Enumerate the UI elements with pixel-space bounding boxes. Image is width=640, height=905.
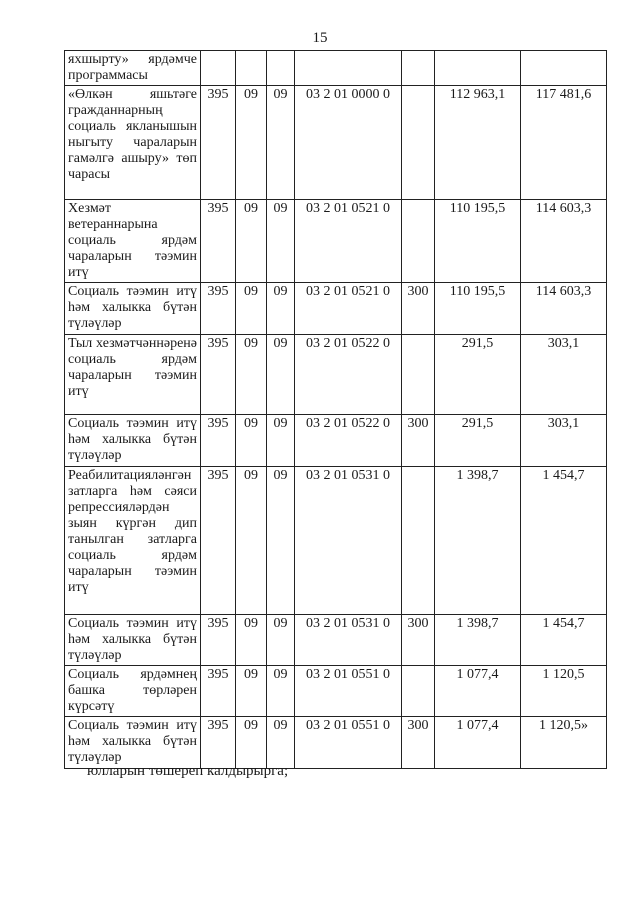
cell-ministry: 395 [201, 717, 236, 769]
cell-amount-year2: 1 454,7 [521, 615, 607, 666]
cell-amount-year2: 1 120,5» [521, 717, 607, 769]
cell-target-article: 03 2 01 0521 0 [295, 283, 402, 335]
cell-section: 09 [236, 467, 267, 615]
cell-target-article: 03 2 01 0522 0 [295, 335, 402, 415]
cell-expense-type: 300 [402, 415, 435, 467]
cell-amount-year1: 112 963,1 [435, 86, 521, 200]
cell-subsection: 09 [267, 86, 295, 200]
cell-expense-type [402, 86, 435, 200]
row-name: Социаль ярдәмнең башка төрләрен күрсәтү [65, 666, 201, 717]
table-row [65, 615, 607, 666]
row-name: Социаль тәэмин итү һәм халыкка бүтән түләүләр [65, 717, 201, 769]
cell-expense-type [402, 200, 435, 283]
cell-target-article: 03 2 01 0000 0 [295, 86, 402, 200]
cell-expense-type: 300 [402, 717, 435, 769]
cell-subsection: 09 [267, 666, 295, 717]
cell-expense-type [402, 666, 435, 717]
cell-amount-year1: 1 077,4 [435, 717, 521, 769]
cell-subsection: 09 [267, 200, 295, 283]
cell-section [236, 51, 267, 86]
cell-amount-year2: 114 603,3 [521, 200, 607, 283]
cell-subsection: 09 [267, 615, 295, 666]
cell-ministry: 395 [201, 335, 236, 415]
cell-ministry: 395 [201, 283, 236, 335]
cell-target-article: 03 2 01 0551 0 [295, 666, 402, 717]
cell-amount-year1: 1 398,7 [435, 615, 521, 666]
cell-ministry: 395 [201, 467, 236, 615]
cell-amount-year2: 117 481,6 [521, 86, 607, 200]
cell-amount-year2: 1 454,7 [521, 467, 607, 615]
cell-expense-type [402, 467, 435, 615]
cell-ministry: 395 [201, 86, 236, 200]
table-row [65, 666, 607, 717]
cell-subsection: 09 [267, 717, 295, 769]
cell-expense-type [402, 335, 435, 415]
cell-amount-year1: 1 077,4 [435, 666, 521, 717]
cell-amount-year1: 291,5 [435, 335, 521, 415]
row-name: Социаль тәэмин итү һәм халыкка бүтән түләүләр [65, 415, 201, 467]
table-row [65, 283, 607, 335]
cell-section: 09 [236, 86, 267, 200]
cell-amount-year1 [435, 51, 521, 86]
row-name: Реабилитацияләнгән затларга һәм сәяси репрессияләрдән зыян күргән дип танылган затларга социаль ярдәм чараларын тәэмин итү [65, 467, 201, 615]
cell-section: 09 [236, 666, 267, 717]
cell-target-article [295, 51, 402, 86]
budget-table [64, 50, 607, 769]
cell-section: 09 [236, 415, 267, 467]
cell-target-article: 03 2 01 0522 0 [295, 415, 402, 467]
row-name: Социаль тәэмин итү һәм халыкка бүтән түләүләр [65, 615, 201, 666]
cell-target-article: 03 2 01 0521 0 [295, 200, 402, 283]
cell-subsection: 09 [267, 467, 295, 615]
cell-target-article: 03 2 01 0531 0 [295, 615, 402, 666]
cell-amount-year2: 1 120,5 [521, 666, 607, 717]
row-name: Социаль тәэмин итү һәм халыкка бүтән түләүләр [65, 283, 201, 335]
cell-ministry: 395 [201, 200, 236, 283]
cell-subsection: 09 [267, 335, 295, 415]
table-row [65, 51, 607, 86]
cell-section: 09 [236, 200, 267, 283]
cell-target-article: 03 2 01 0551 0 [295, 717, 402, 769]
table-row [65, 467, 607, 615]
cell-amount-year1: 110 195,5 [435, 283, 521, 335]
table-row [65, 86, 607, 200]
cell-amount-year2: 114 603,3 [521, 283, 607, 335]
cell-ministry: 395 [201, 615, 236, 666]
cell-amount-year1: 1 398,7 [435, 467, 521, 615]
cell-ministry: 395 [201, 415, 236, 467]
cell-amount-year2: 303,1 [521, 415, 607, 467]
cell-target-article: 03 2 01 0531 0 [295, 467, 402, 615]
row-name: яхшырту» ярдәмче программасы [65, 51, 201, 86]
cell-expense-type [402, 51, 435, 86]
table-row [65, 717, 607, 769]
cell-amount-year2 [521, 51, 607, 86]
cell-subsection: 09 [267, 283, 295, 335]
cell-section: 09 [236, 717, 267, 769]
cell-amount-year2: 303,1 [521, 335, 607, 415]
row-name: «Өлкән яшьтәге гражданнарның социаль якланышын ныгыту чараларын гамәлгә ашыру» төп чарасы [65, 86, 201, 200]
cell-ministry: 395 [201, 666, 236, 717]
row-name: Хезмәт ветераннарына социаль ярдәм чараларын тәэмин итү [65, 200, 201, 283]
page-number: 15 [312, 30, 328, 46]
cell-amount-year1: 291,5 [435, 415, 521, 467]
cell-section: 09 [236, 335, 267, 415]
cell-section: 09 [236, 615, 267, 666]
table-row [65, 335, 607, 415]
table-row [65, 200, 607, 283]
table-body [65, 51, 607, 769]
row-name: Тыл хезмәтчәннәренә социаль ярдәм чараларын тәэмин итү [65, 335, 201, 415]
cell-subsection [267, 51, 295, 86]
cell-amount-year1: 110 195,5 [435, 200, 521, 283]
cell-expense-type: 300 [402, 615, 435, 666]
cell-subsection: 09 [267, 415, 295, 467]
cell-expense-type: 300 [402, 283, 435, 335]
cell-ministry [201, 51, 236, 86]
footer-text: юлларын төшереп калдырырга; [87, 763, 289, 779]
cell-section: 09 [236, 283, 267, 335]
table-row [65, 415, 607, 467]
